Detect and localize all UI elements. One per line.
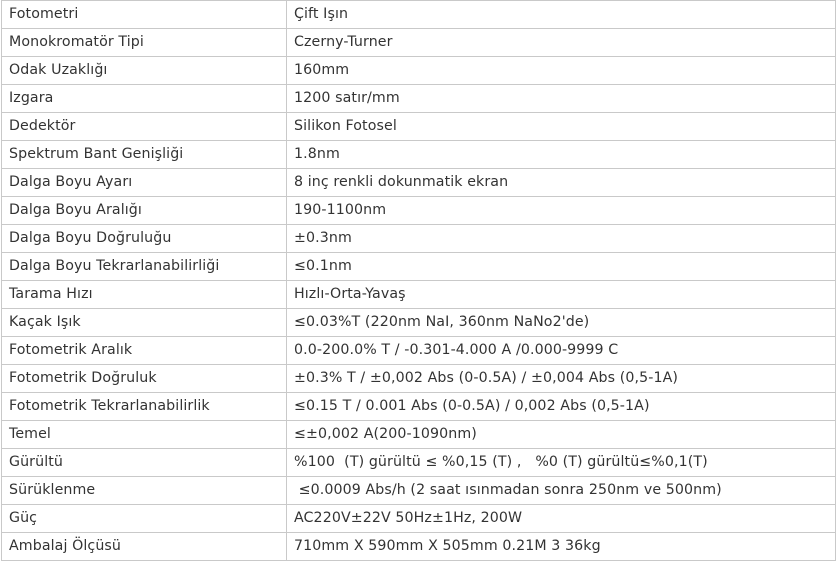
spec-label: Gürültü xyxy=(2,449,287,477)
spec-value: ≤0.15 T / 0.001 Abs (0-0.5A) / 0,002 Abs (0,5-1A) xyxy=(287,393,836,421)
spec-value: ≤0.0009 Abs/h (2 saat ısınmadan sonra 250nm ve 500nm) xyxy=(287,477,836,505)
table-row xyxy=(2,281,836,309)
spec-value: 1200 satır/mm xyxy=(287,85,836,113)
spec-label: Fotometri xyxy=(2,1,287,29)
spec-label: Dedektör xyxy=(2,113,287,141)
spec-label: Güç xyxy=(2,505,287,533)
spec-label: Tarama Hızı xyxy=(2,281,287,309)
spec-value: 1.8nm xyxy=(287,141,836,169)
spec-value: 190-1100nm xyxy=(287,197,836,225)
spec-value: ±0.3nm xyxy=(287,225,836,253)
spec-table-body xyxy=(2,1,836,561)
spec-label: Fotometrik Tekrarlanabilirlik xyxy=(2,393,287,421)
spec-value: ≤0.1nm xyxy=(287,253,836,281)
table-row xyxy=(2,253,836,281)
table-row xyxy=(2,393,836,421)
spec-value: Çift Işın xyxy=(287,1,836,29)
table-row xyxy=(2,309,836,337)
table-row xyxy=(2,533,836,561)
table-row xyxy=(2,29,836,57)
spec-label: Fotometrik Doğruluk xyxy=(2,365,287,393)
table-row xyxy=(2,57,836,85)
spec-label: Sürüklenme xyxy=(2,477,287,505)
table-row xyxy=(2,421,836,449)
spec-label: Temel xyxy=(2,421,287,449)
spec-label: Dalga Boyu Ayarı xyxy=(2,169,287,197)
spec-label: Odak Uzaklığı xyxy=(2,57,287,85)
spec-label: Dalga Boyu Tekrarlanabilirliği xyxy=(2,253,287,281)
spec-label: Fotometrik Aralık xyxy=(2,337,287,365)
spec-table xyxy=(1,0,836,561)
table-row xyxy=(2,449,836,477)
table-row xyxy=(2,113,836,141)
spec-value: ≤0.03%T (220nm NaI, 360nm NaNo2'de) xyxy=(287,309,836,337)
table-row xyxy=(2,1,836,29)
spec-value: Hızlı-Orta-Yavaş xyxy=(287,281,836,309)
table-row xyxy=(2,169,836,197)
table-row xyxy=(2,197,836,225)
spec-value: 710mm X 590mm X 505mm 0.21M 3 36kg xyxy=(287,533,836,561)
spec-value: AC220V±22V 50Hz±1Hz, 200W xyxy=(287,505,836,533)
table-row xyxy=(2,505,836,533)
spec-value: 0.0-200.0% T / -0.301-4.000 A /0.000-9999 C xyxy=(287,337,836,365)
table-row xyxy=(2,85,836,113)
spec-label: Ambalaj Ölçüsü xyxy=(2,533,287,561)
spec-label: Spektrum Bant Genişliği xyxy=(2,141,287,169)
spec-value: %100 (T) gürültü ≤ %0,15 (T) , %0 (T) gürültü≤%0,1(T) xyxy=(287,449,836,477)
spec-value: ±0.3% T / ±0,002 Abs (0-0.5A) / ±0,004 Abs (0,5-1A) xyxy=(287,365,836,393)
spec-value: Silikon Fotosel xyxy=(287,113,836,141)
spec-value: 8 inç renkli dokunmatik ekran xyxy=(287,169,836,197)
spec-label: Dalga Boyu Doğruluğu xyxy=(2,225,287,253)
table-row xyxy=(2,365,836,393)
spec-label: Izgara xyxy=(2,85,287,113)
table-row xyxy=(2,337,836,365)
spec-value: Czerny-Turner xyxy=(287,29,836,57)
table-row xyxy=(2,141,836,169)
spec-label: Dalga Boyu Aralığı xyxy=(2,197,287,225)
table-row xyxy=(2,477,836,505)
spec-label: Monokromatör Tipi xyxy=(2,29,287,57)
spec-value: 160mm xyxy=(287,57,836,85)
table-row xyxy=(2,225,836,253)
spec-value: ≤±0,002 A(200-1090nm) xyxy=(287,421,836,449)
spec-label: Kaçak Işık xyxy=(2,309,287,337)
